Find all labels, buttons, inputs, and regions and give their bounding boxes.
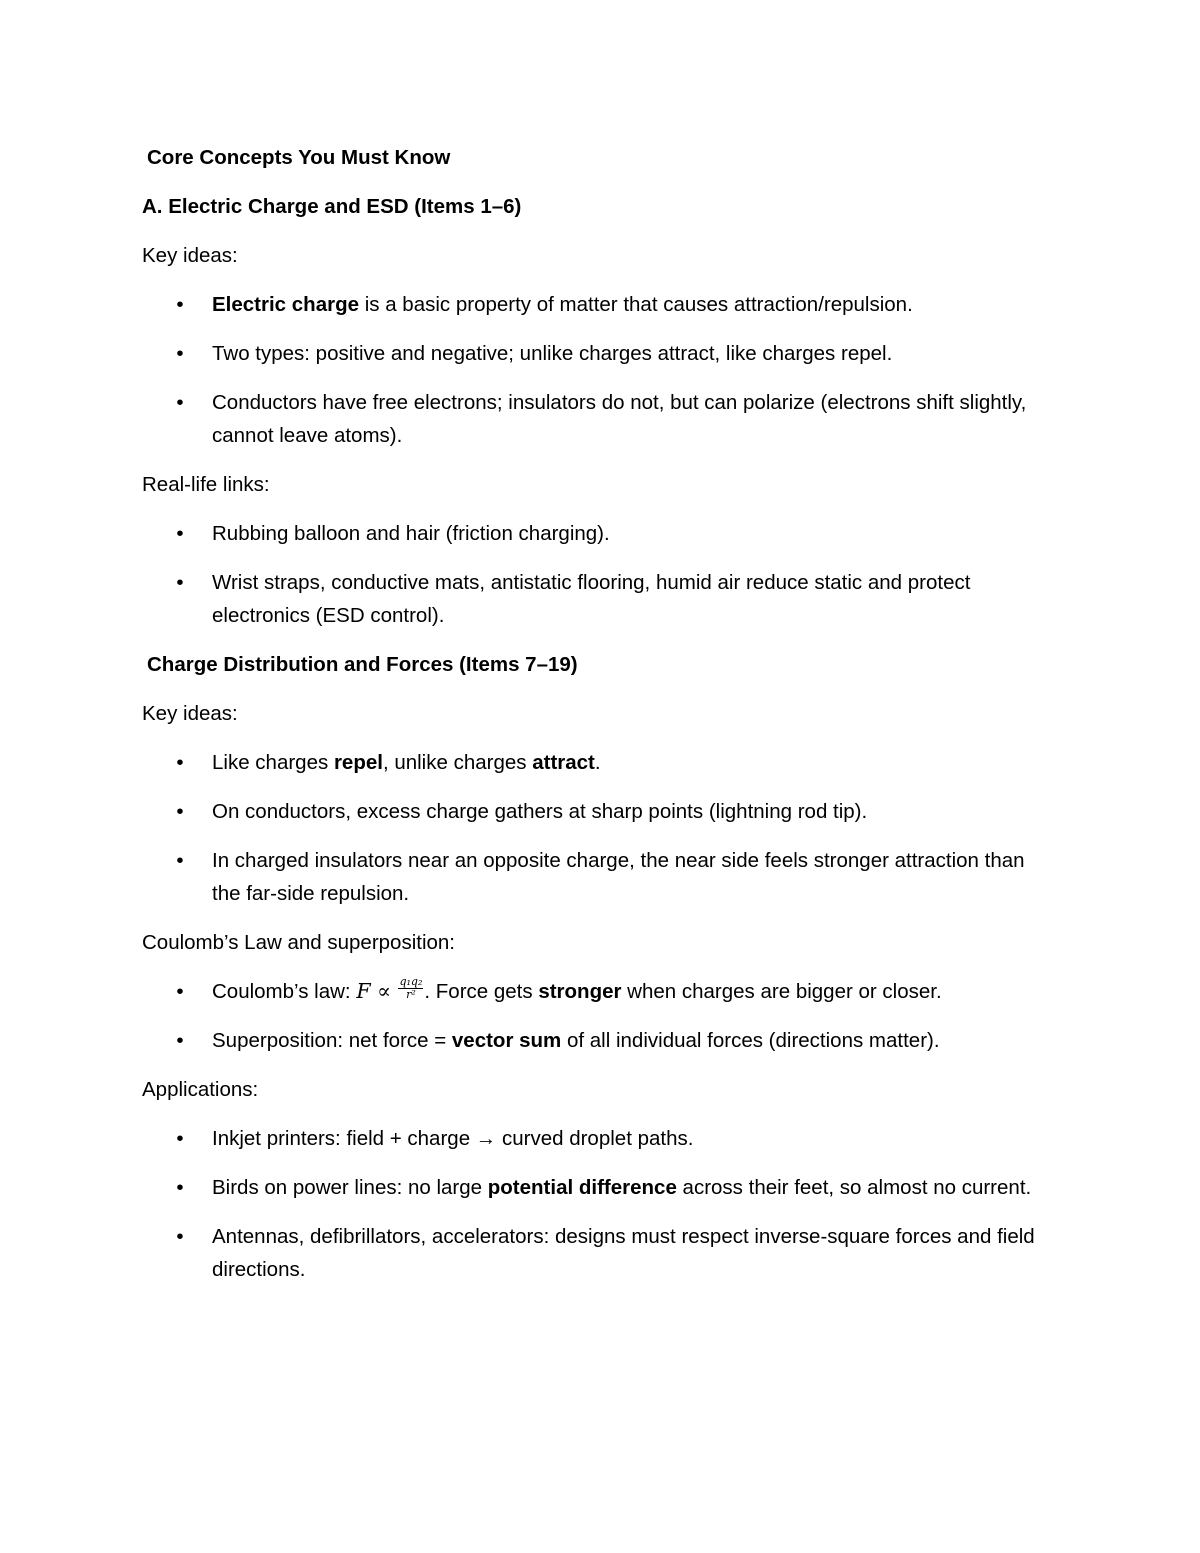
bullet-icon: • <box>176 342 184 365</box>
formula-numerator: q₁q₂ <box>399 975 423 989</box>
list-item <box>142 566 1042 632</box>
formula-denominator: r² <box>406 988 416 1002</box>
list-item-text: is a basic property of matter that causes attraction/repulsion. <box>359 293 913 316</box>
bullet-icon: • <box>176 980 184 1003</box>
section-b-heading: Charge Distribution and Forces (Items 7–19) <box>147 653 578 676</box>
section-b-key-ideas-list <box>142 746 1042 910</box>
list-item <box>142 1171 1042 1204</box>
list-item <box>142 1122 1042 1155</box>
list-item <box>142 386 1042 452</box>
list-item-text: Wrist straps, conductive mats, antistatic flooring, humid air reduce static and protect electronics (ESD control). <box>212 571 971 627</box>
section-a-key-ideas-list <box>142 288 1042 452</box>
section-a-real-life-label: Real-life links: <box>142 473 270 496</box>
bullet-icon: • <box>176 800 184 823</box>
list-item-text: of all individual forces (directions matter). <box>561 1029 940 1052</box>
list-item-text: Conductors have free electrons; insulators do not, but can polarize (electrons shift slightly, cannot leave atoms). <box>212 391 1027 447</box>
list-item <box>142 1220 1042 1286</box>
list-item <box>142 746 1042 779</box>
list-item-text: Inkjet printers: field + charge → curved droplet paths. <box>212 1127 694 1150</box>
list-item-text: Birds on power lines: no large <box>212 1176 488 1199</box>
bullet-icon: • <box>176 522 184 545</box>
list-item-text: Coulomb’s law: <box>212 980 357 1003</box>
formula-lhs: F ∝ <box>356 979 398 1003</box>
list-item-text: . <box>594 751 601 774</box>
list-item <box>142 1024 1042 1057</box>
bullet-icon: • <box>176 571 184 594</box>
bullet-icon: • <box>176 849 184 872</box>
list-item-text: . Force gets <box>424 980 539 1003</box>
coulomb-list <box>142 975 1042 1057</box>
list-item <box>142 975 1042 1008</box>
applications-label: Applications: <box>142 1078 259 1101</box>
list-item-text: Antennas, defibrillators, accelerators: designs must respect inverse-square forces and field directions. <box>212 1225 1035 1281</box>
bullet-icon: • <box>176 1029 184 1052</box>
list-item-text: Two types: positive and negative; unlike charges attract, like charges repel. <box>212 342 893 365</box>
term-stronger: stronger <box>538 980 622 1003</box>
list-item-text: across their feet, so almost no current. <box>676 1176 1032 1199</box>
document-content <box>142 141 1042 1302</box>
list-item-text: In charged insulators near an opposite charge, the near side feels stronger attraction than the far-side repulsion. <box>212 849 1025 905</box>
applications-list <box>142 1122 1042 1286</box>
formula-fraction <box>398 976 423 1001</box>
term-electric-charge: Electric charge <box>212 293 359 316</box>
bullet-icon: • <box>176 391 184 414</box>
bullet-icon: • <box>176 751 184 774</box>
list-item <box>142 844 1042 910</box>
section-a-key-ideas-label: Key ideas: <box>142 244 238 267</box>
list-item-text: Rubbing balloon and hair (friction charging). <box>212 522 610 545</box>
term-vector-sum: vector sum <box>451 1029 562 1052</box>
list-item <box>142 795 1042 828</box>
list-item <box>142 517 1042 550</box>
list-item <box>142 288 1042 321</box>
term-repel: repel <box>333 751 383 774</box>
bullet-icon: • <box>176 1225 184 1248</box>
bullet-icon: • <box>176 1127 184 1150</box>
term-potential-difference: potential difference <box>487 1176 677 1199</box>
list-item-text: Superposition: net force = <box>212 1029 452 1052</box>
bullet-icon: • <box>176 293 184 316</box>
coulomb-label: Coulomb’s Law and superposition: <box>142 931 456 954</box>
list-item-text: when charges are bigger or closer. <box>621 980 942 1003</box>
list-item-text: Like charges <box>212 751 334 774</box>
list-item <box>142 337 1042 370</box>
section-b-key-ideas-label: Key ideas: <box>142 702 238 725</box>
document-title: Core Concepts You Must Know <box>147 146 451 169</box>
term-attract: attract <box>532 751 595 774</box>
bullet-icon: • <box>176 1176 184 1199</box>
list-item-text: On conductors, excess charge gathers at sharp points (lightning rod tip). <box>212 800 868 823</box>
section-a-real-life-list <box>142 517 1042 632</box>
section-a-heading: A. Electric Charge and ESD (Items 1–6) <box>142 195 522 218</box>
list-item-text: , unlike charges <box>382 751 533 774</box>
